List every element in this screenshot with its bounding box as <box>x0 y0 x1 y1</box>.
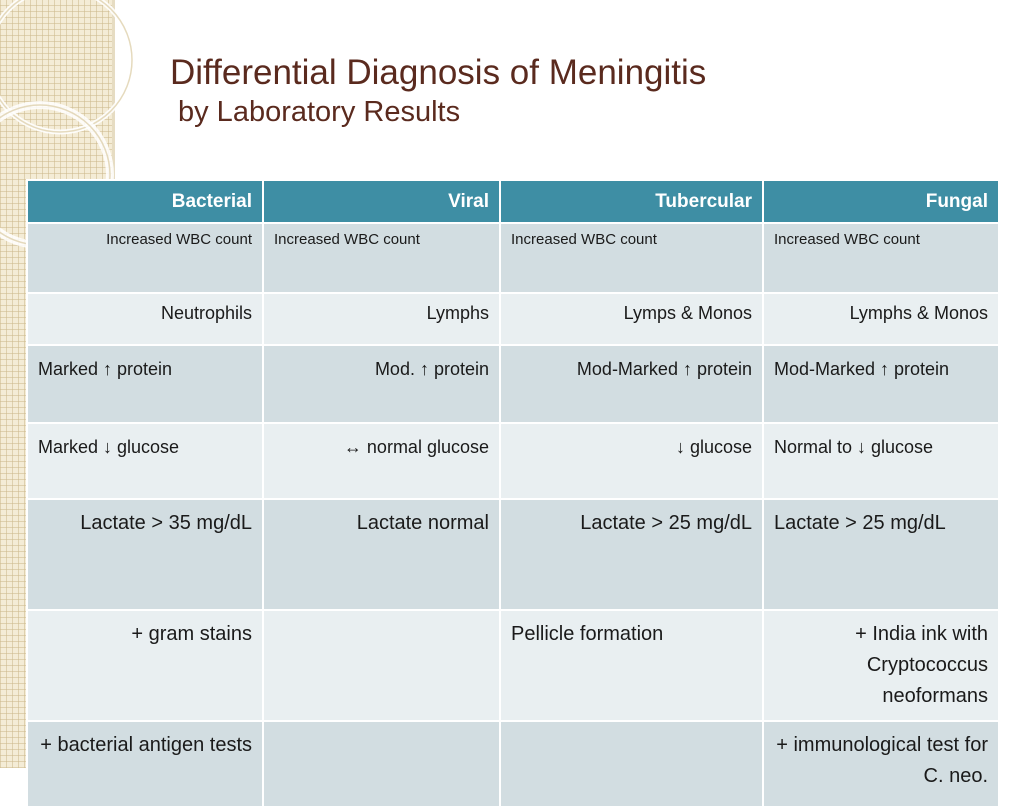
table-row <box>27 610 999 721</box>
table-row <box>27 293 999 345</box>
slide-title <box>170 52 706 130</box>
table-cell <box>500 721 763 807</box>
table-cell: Increased WBC count <box>263 223 500 293</box>
table-cell: Lactate > 25 mg/dL <box>500 499 763 610</box>
table-cell <box>263 721 500 807</box>
header-tubercular: Tubercular <box>500 180 763 223</box>
table-cell: Neutrophils <box>27 293 263 345</box>
table-cell: + India ink with Cryptococcus neoformans <box>763 610 999 721</box>
table-cell: Mod. ↑ protein <box>263 345 500 423</box>
table-cell: Mod-Marked ↑ protein <box>763 345 999 423</box>
diagnosis-table <box>26 179 1000 808</box>
table-cell: Lymphs <box>263 293 500 345</box>
table-cell: Lactate > 35 mg/dL <box>27 499 263 610</box>
table-cell: Marked ↓ glucose <box>27 423 263 499</box>
title-main: Differential Diagnosis of Meningitis <box>170 53 707 92</box>
table-cell: + bacterial antigen tests <box>27 721 263 807</box>
table-cell <box>263 610 500 721</box>
table-cell: + gram stains <box>27 610 263 721</box>
table-cell: ↓ glucose <box>500 423 763 499</box>
table-cell: Lymphs & Monos <box>763 293 999 345</box>
table-cell: Lymps & Monos <box>500 293 763 345</box>
table-cell: Mod-Marked ↑ protein <box>500 345 763 423</box>
table-cell: Normal to ↓ glucose <box>763 423 999 499</box>
table-cell: + immunological test for C. neo. <box>763 721 999 807</box>
header-bacterial: Bacterial <box>27 180 263 223</box>
table-row <box>27 345 999 423</box>
title-subtitle: by Laboratory Results <box>178 96 461 128</box>
table-row <box>27 499 999 610</box>
header-viral: Viral <box>263 180 500 223</box>
table-cell: Lactate normal <box>263 499 500 610</box>
table-cell: Marked ↑ protein <box>27 345 263 423</box>
table-cell: Lactate > 25 mg/dL <box>763 499 999 610</box>
table-cell: Pellicle formation <box>500 610 763 721</box>
table-row <box>27 721 999 807</box>
table-cell: ↔ normal glucose <box>263 423 500 499</box>
table-row <box>27 423 999 499</box>
table-cell: Increased WBC count <box>763 223 999 293</box>
table-cell: Increased WBC count <box>500 223 763 293</box>
table-cell: Increased WBC count <box>27 223 263 293</box>
table-row <box>27 223 999 293</box>
header-fungal: Fungal <box>763 180 999 223</box>
table-header-row <box>27 180 999 223</box>
